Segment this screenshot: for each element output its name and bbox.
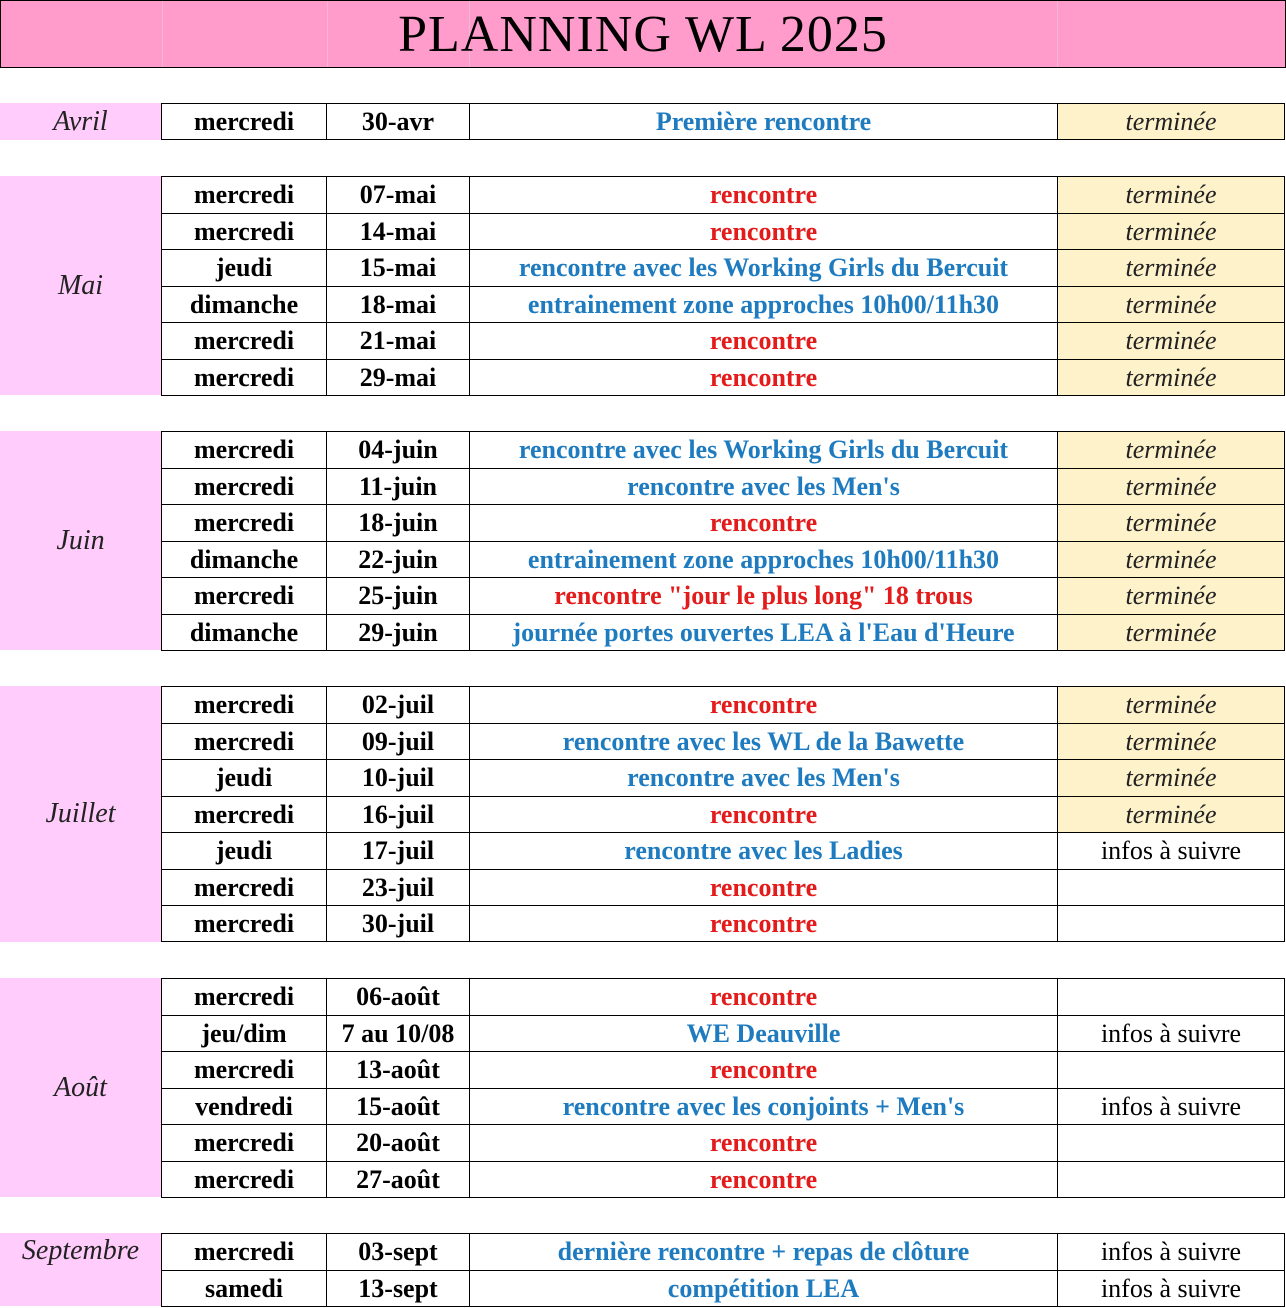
day-cell: dimanche bbox=[161, 286, 326, 323]
table-row bbox=[161, 577, 1285, 614]
date-cell: 20-août bbox=[326, 1124, 469, 1161]
date-cell: 25-juin bbox=[326, 577, 469, 614]
status-cell: terminée bbox=[1057, 322, 1285, 359]
event-cell: compétition LEA bbox=[469, 1270, 1057, 1307]
status-cell bbox=[1057, 1124, 1285, 1161]
day-cell: mercredi bbox=[161, 1233, 326, 1270]
date-cell: 13-août bbox=[326, 1051, 469, 1088]
date-cell: 17-juil bbox=[326, 832, 469, 869]
table-row bbox=[161, 1088, 1285, 1125]
event-cell: Première rencontre bbox=[469, 103, 1057, 140]
event-cell: rencontre bbox=[469, 905, 1057, 942]
table-row bbox=[161, 723, 1285, 760]
table-row bbox=[161, 686, 1285, 723]
status-cell: infos à suivre bbox=[1057, 832, 1285, 869]
table-row bbox=[161, 1124, 1285, 1161]
status-cell: terminée bbox=[1057, 796, 1285, 833]
date-cell: 06-août bbox=[326, 978, 469, 1015]
status-cell: terminée bbox=[1057, 577, 1285, 614]
date-cell: 15-mai bbox=[326, 249, 469, 286]
month-section bbox=[0, 176, 1286, 396]
status-cell: terminée bbox=[1057, 249, 1285, 286]
day-cell: mercredi bbox=[161, 686, 326, 723]
date-cell: 30-juil bbox=[326, 905, 469, 942]
table-row bbox=[161, 759, 1285, 796]
day-cell: dimanche bbox=[161, 541, 326, 578]
table-row bbox=[161, 103, 1285, 140]
event-cell: rencontre bbox=[469, 978, 1057, 1015]
date-cell: 16-juil bbox=[326, 796, 469, 833]
month-label: Mai bbox=[0, 176, 161, 395]
status-cell bbox=[1057, 978, 1285, 1015]
status-cell bbox=[1057, 869, 1285, 906]
status-cell: terminée bbox=[1057, 614, 1285, 651]
day-cell: samedi bbox=[161, 1270, 326, 1307]
day-cell: jeudi bbox=[161, 832, 326, 869]
status-cell: terminée bbox=[1057, 686, 1285, 723]
status-cell: terminée bbox=[1057, 213, 1285, 250]
event-cell: dernière rencontre + repas de clôture bbox=[469, 1233, 1057, 1270]
table-row bbox=[161, 1270, 1285, 1307]
status-cell: terminée bbox=[1057, 431, 1285, 468]
table-row bbox=[161, 431, 1285, 468]
status-cell: terminée bbox=[1057, 541, 1285, 578]
date-cell: 7 au 10/08 bbox=[326, 1015, 469, 1052]
page-title: PLANNING WL 2025 bbox=[398, 5, 888, 63]
event-cell: rencontre bbox=[469, 1124, 1057, 1161]
event-cell: rencontre bbox=[469, 359, 1057, 396]
date-cell: 27-août bbox=[326, 1161, 469, 1198]
event-cell: rencontre bbox=[469, 213, 1057, 250]
status-cell: terminée bbox=[1057, 103, 1285, 140]
event-cell: rencontre avec les conjoints + Men's bbox=[469, 1088, 1057, 1125]
event-cell: rencontre bbox=[469, 686, 1057, 723]
status-cell: terminée bbox=[1057, 504, 1285, 541]
table-row bbox=[161, 322, 1285, 359]
date-cell: 30-avr bbox=[326, 103, 469, 140]
day-cell: mercredi bbox=[161, 504, 326, 541]
table-row bbox=[161, 796, 1285, 833]
table-row bbox=[161, 905, 1285, 942]
date-cell: 14-mai bbox=[326, 213, 469, 250]
day-cell: mercredi bbox=[161, 213, 326, 250]
table-row bbox=[161, 286, 1285, 323]
status-cell bbox=[1057, 905, 1285, 942]
day-cell: mercredi bbox=[161, 978, 326, 1015]
status-cell bbox=[1057, 1161, 1285, 1198]
date-cell: 29-mai bbox=[326, 359, 469, 396]
day-cell: mercredi bbox=[161, 723, 326, 760]
month-label: Juillet bbox=[0, 686, 161, 942]
table-row bbox=[161, 468, 1285, 505]
day-cell: mercredi bbox=[161, 869, 326, 906]
event-cell: rencontre bbox=[469, 322, 1057, 359]
day-cell: mercredi bbox=[161, 359, 326, 396]
event-cell: rencontre bbox=[469, 1051, 1057, 1088]
event-cell: rencontre bbox=[469, 176, 1057, 213]
day-cell: mercredi bbox=[161, 1124, 326, 1161]
event-cell: WE Deauville bbox=[469, 1015, 1057, 1052]
day-cell: mercredi bbox=[161, 103, 326, 140]
day-cell: jeudi bbox=[161, 249, 326, 286]
day-cell: mercredi bbox=[161, 1051, 326, 1088]
day-cell: mercredi bbox=[161, 796, 326, 833]
month-label: Avril bbox=[0, 103, 161, 140]
event-cell: rencontre avec les Men's bbox=[469, 759, 1057, 796]
table-row bbox=[161, 1051, 1285, 1088]
status-cell: infos à suivre bbox=[1057, 1015, 1285, 1052]
month-label: Août bbox=[0, 978, 161, 1197]
date-cell: 29-juin bbox=[326, 614, 469, 651]
date-cell: 07-mai bbox=[326, 176, 469, 213]
day-cell: mercredi bbox=[161, 1161, 326, 1198]
table-row bbox=[161, 1233, 1285, 1270]
title-banner bbox=[0, 0, 1286, 68]
title-gridline bbox=[327, 1, 328, 67]
date-cell: 21-mai bbox=[326, 322, 469, 359]
date-cell: 02-juil bbox=[326, 686, 469, 723]
table-row bbox=[161, 1161, 1285, 1198]
date-cell: 09-juil bbox=[326, 723, 469, 760]
status-cell: terminée bbox=[1057, 286, 1285, 323]
event-cell: rencontre avec les Working Girls du Bercuit bbox=[469, 249, 1057, 286]
table-row bbox=[161, 541, 1285, 578]
date-cell: 10-juil bbox=[326, 759, 469, 796]
month-label: Septembre bbox=[0, 1233, 161, 1306]
table-row bbox=[161, 832, 1285, 869]
status-cell: terminée bbox=[1057, 359, 1285, 396]
table-row bbox=[161, 176, 1285, 213]
table-row bbox=[161, 869, 1285, 906]
table-row bbox=[161, 614, 1285, 651]
day-cell: mercredi bbox=[161, 322, 326, 359]
table-row bbox=[161, 1015, 1285, 1052]
event-cell: rencontre avec les Ladies bbox=[469, 832, 1057, 869]
month-section bbox=[0, 686, 1286, 943]
event-cell: rencontre bbox=[469, 869, 1057, 906]
event-cell: rencontre avec les Men's bbox=[469, 468, 1057, 505]
date-cell: 13-sept bbox=[326, 1270, 469, 1307]
date-cell: 18-juin bbox=[326, 504, 469, 541]
event-cell: rencontre avec les Working Girls du Bercuit bbox=[469, 431, 1057, 468]
event-cell: journée portes ouvertes LEA à l'Eau d'Heure bbox=[469, 614, 1057, 651]
table-row bbox=[161, 978, 1285, 1015]
date-cell: 03-sept bbox=[326, 1233, 469, 1270]
table-row bbox=[161, 213, 1285, 250]
title-gridline bbox=[1057, 1, 1058, 67]
day-cell: mercredi bbox=[161, 577, 326, 614]
status-cell bbox=[1057, 1051, 1285, 1088]
status-cell: terminée bbox=[1057, 468, 1285, 505]
event-cell: rencontre "jour le plus long" 18 trous bbox=[469, 577, 1057, 614]
table-row bbox=[161, 249, 1285, 286]
day-cell: mercredi bbox=[161, 468, 326, 505]
day-cell: mercredi bbox=[161, 176, 326, 213]
month-section bbox=[0, 103, 1286, 141]
event-cell: rencontre avec les WL de la Bawette bbox=[469, 723, 1057, 760]
event-cell: entrainement zone approches 10h00/11h30 bbox=[469, 286, 1057, 323]
date-cell: 23-juil bbox=[326, 869, 469, 906]
status-cell: terminée bbox=[1057, 723, 1285, 760]
status-cell: infos à suivre bbox=[1057, 1270, 1285, 1307]
status-cell: terminée bbox=[1057, 176, 1285, 213]
status-cell: terminée bbox=[1057, 759, 1285, 796]
date-cell: 15-août bbox=[326, 1088, 469, 1125]
day-cell: jeu/dim bbox=[161, 1015, 326, 1052]
date-cell: 22-juin bbox=[326, 541, 469, 578]
day-cell: vendredi bbox=[161, 1088, 326, 1125]
day-cell: mercredi bbox=[161, 905, 326, 942]
status-cell: infos à suivre bbox=[1057, 1088, 1285, 1125]
event-cell: rencontre bbox=[469, 504, 1057, 541]
event-cell: rencontre bbox=[469, 1161, 1057, 1198]
status-cell: infos à suivre bbox=[1057, 1233, 1285, 1270]
day-cell: dimanche bbox=[161, 614, 326, 651]
day-cell: jeudi bbox=[161, 759, 326, 796]
date-cell: 11-juin bbox=[326, 468, 469, 505]
month-label: Juin bbox=[0, 431, 161, 650]
month-section bbox=[0, 1233, 1286, 1307]
date-cell: 18-mai bbox=[326, 286, 469, 323]
event-cell: rencontre bbox=[469, 796, 1057, 833]
day-cell: mercredi bbox=[161, 431, 326, 468]
table-row bbox=[161, 504, 1285, 541]
date-cell: 04-juin bbox=[326, 431, 469, 468]
title-gridline bbox=[162, 1, 163, 67]
month-section bbox=[0, 431, 1286, 651]
event-cell: entrainement zone approches 10h00/11h30 bbox=[469, 541, 1057, 578]
table-row bbox=[161, 359, 1285, 396]
month-section bbox=[0, 978, 1286, 1198]
